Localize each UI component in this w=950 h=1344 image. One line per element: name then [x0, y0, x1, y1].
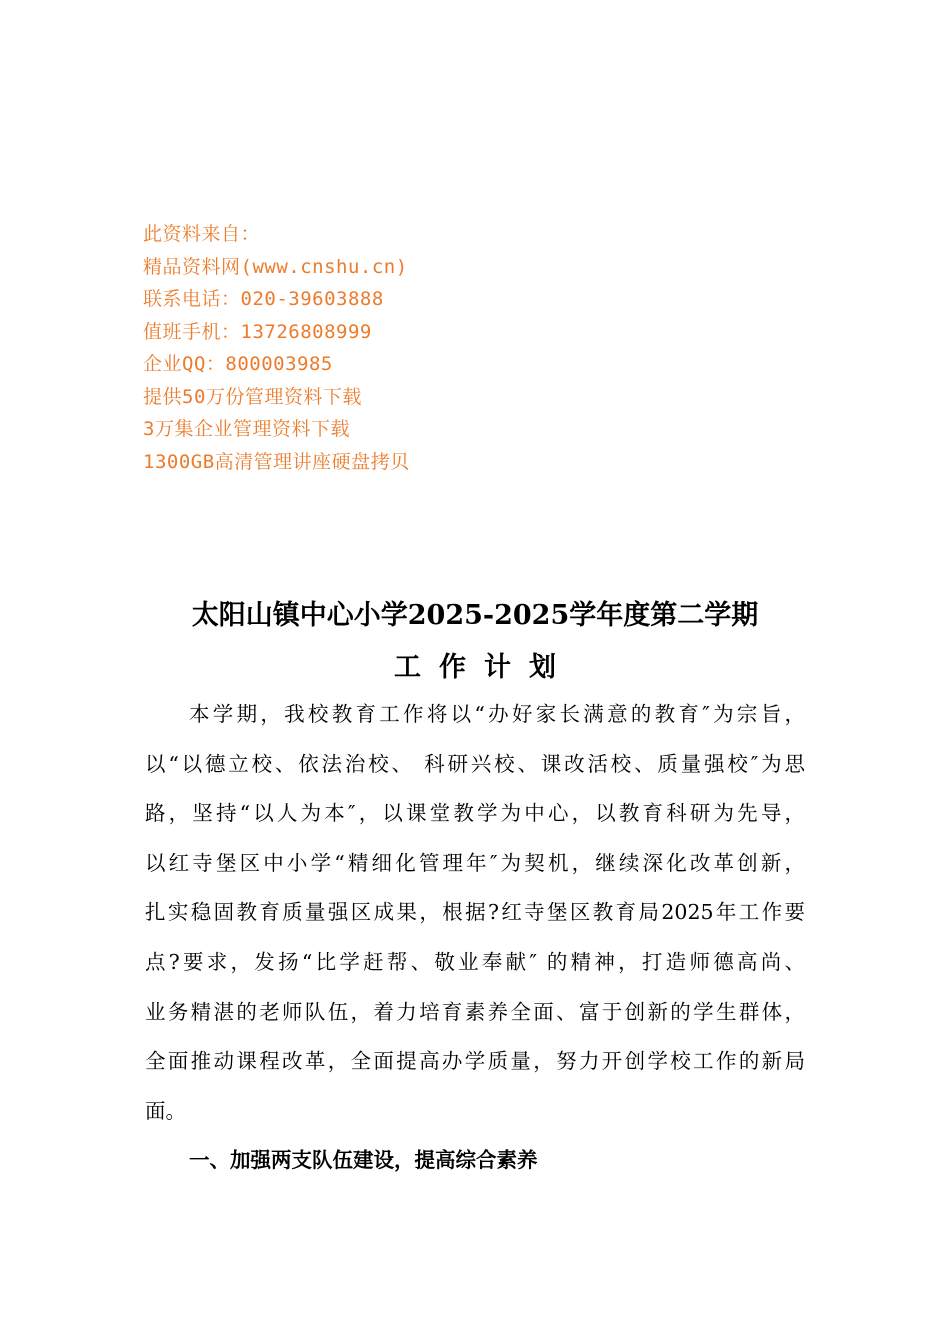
paragraph-line: 全面推动课程改革，全面提高办学质量，努力开创学校工作的新局 [145, 1049, 805, 1074]
paragraph-line: 业务精湛的老师队伍，着力培育素养全面、富于创新的学生群体， [145, 999, 805, 1024]
intro-paragraph [145, 690, 805, 1136]
paragraph-line: 以红寺堡区中小学“精细化管理年″为契机，继续深化改革创新， [145, 850, 805, 875]
mobile-line: 值班手机：13726808999 [143, 320, 372, 343]
qq-line: 企业QQ：800003985 [143, 353, 333, 375]
source-line: 此资料来自： [143, 223, 261, 245]
document-title: 太阳山镇中心小学2025-2025学年度第二学期 [191, 600, 759, 631]
paragraph-line: 点?要求，发扬“比学赶帮、敬业奉献″ 的精神，打造师德高尚、 [145, 949, 805, 974]
paragraph-line: 本学期，我校教育工作将以“办好家长满意的教育″为宗旨， [189, 702, 805, 726]
paragraph-line: 路，坚持“以人为本″，以课堂教学为中心，以教育科研为先导， [145, 801, 805, 826]
document-subtitle: 工作计划 [394, 652, 574, 683]
paragraph-line: 以“以德立校、依法治校、 科研兴校、课改活校、质量强校″为思 [145, 751, 805, 776]
offer-line-3: 1300GB高清管理讲座硬盘拷贝 [143, 450, 410, 473]
source-info-block [143, 218, 743, 478]
paragraph-line: 扎实稳固教育质量强区成果，根据?红寺堡区教育局2025年工作要 [145, 900, 805, 925]
offer-line-2: 3万集企业管理资料下载 [143, 418, 350, 440]
website-line: 精品资料网(www.cnshu.cn) [143, 255, 408, 278]
paragraph-line: 面。 [145, 1098, 186, 1123]
offer-line-1: 提供50万份管理资料下载 [143, 385, 362, 408]
section-heading: 一、加强两支队伍建设，提高综合素养 [189, 1148, 538, 1172]
phone-line: 联系电话：020-39603888 [143, 288, 384, 310]
